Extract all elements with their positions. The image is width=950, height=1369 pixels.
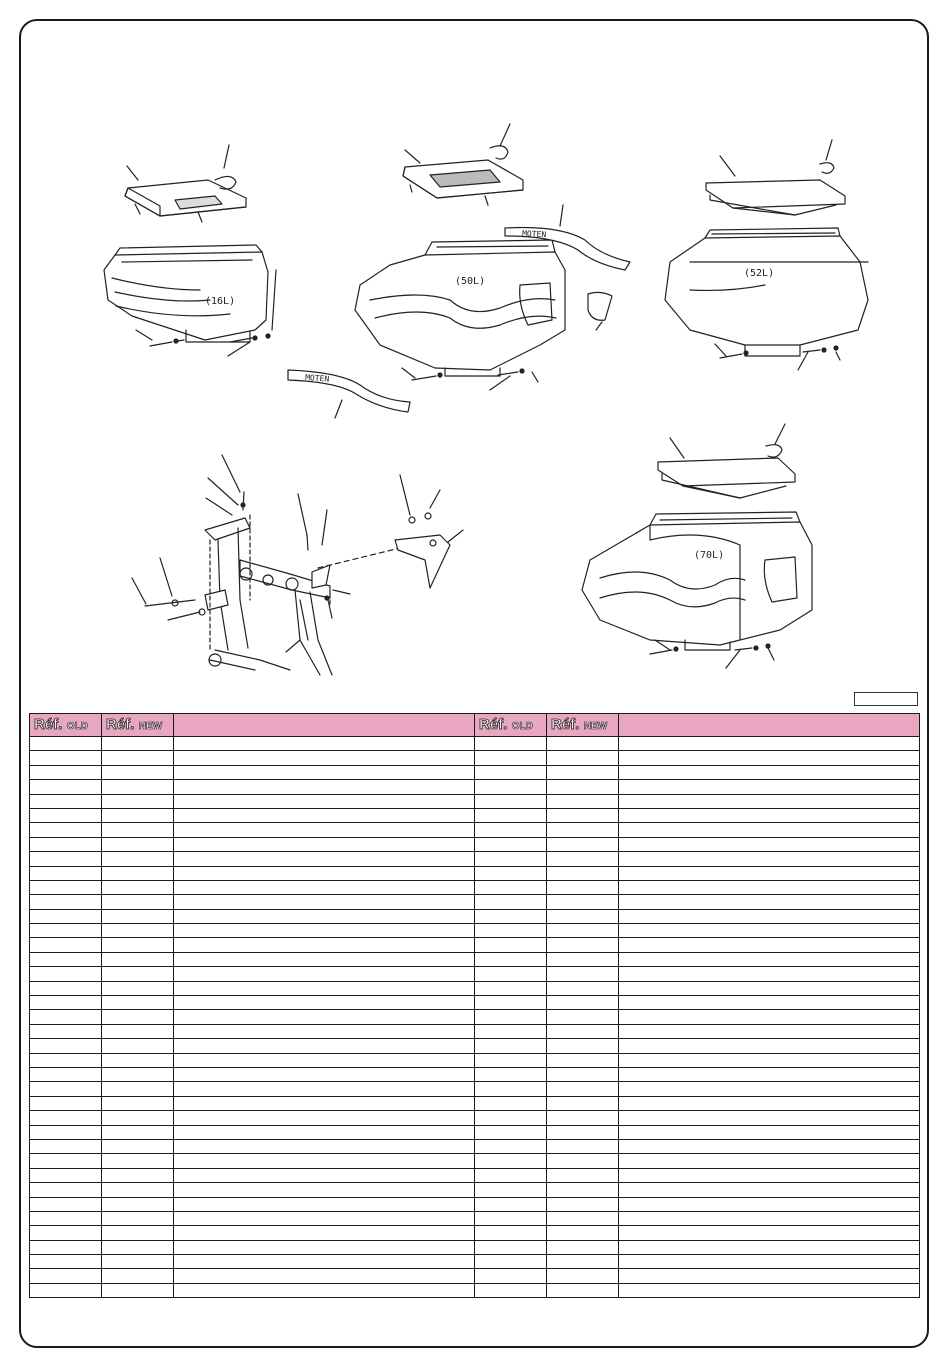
table-cell — [102, 1096, 174, 1110]
table-cell — [547, 1082, 619, 1096]
table-cell — [102, 909, 174, 923]
table-row — [30, 1226, 920, 1240]
table-cell — [174, 1183, 475, 1197]
table-cell — [174, 1010, 475, 1024]
table-cell — [30, 1024, 102, 1038]
table-cell — [174, 780, 475, 794]
table-cell — [547, 866, 619, 880]
table-cell — [102, 895, 174, 909]
table-cell — [547, 1039, 619, 1053]
hopper-70l-assembly — [582, 424, 812, 668]
table-cell — [102, 1067, 174, 1081]
capacity-label-70l: (70L) — [694, 550, 725, 561]
table-cell — [619, 780, 920, 794]
table-cell — [547, 1024, 619, 1038]
table-cell — [30, 852, 102, 866]
table-cell — [102, 1010, 174, 1024]
table-cell — [174, 1211, 475, 1225]
table-cell — [619, 909, 920, 923]
hose-label-left: MOTEN — [304, 373, 330, 384]
table-cell — [30, 1197, 102, 1211]
table-cell — [619, 837, 920, 851]
table-cell — [475, 1211, 547, 1225]
table-cell — [102, 765, 174, 779]
table-cell — [30, 909, 102, 923]
table-cell — [30, 981, 102, 995]
table-cell — [102, 866, 174, 880]
table-row — [30, 967, 920, 981]
table-cell — [475, 924, 547, 938]
table-cell — [30, 794, 102, 808]
table-row — [30, 1039, 920, 1053]
table-cell — [174, 952, 475, 966]
table-cell — [174, 1139, 475, 1153]
table-cell — [102, 952, 174, 966]
table-cell — [619, 880, 920, 894]
table-row — [30, 1283, 920, 1297]
table-row — [30, 1255, 920, 1269]
table-cell — [30, 1240, 102, 1254]
table-cell — [102, 967, 174, 981]
table-cell — [475, 1283, 547, 1297]
table-cell — [475, 1039, 547, 1053]
table-cell — [547, 1183, 619, 1197]
table-cell — [619, 1154, 920, 1168]
table-cell — [30, 751, 102, 765]
table-cell — [547, 751, 619, 765]
table-row — [30, 837, 920, 851]
table-cell — [30, 1183, 102, 1197]
table-cell — [102, 751, 174, 765]
table-cell — [619, 938, 920, 952]
table-cell — [174, 924, 475, 938]
table-cell — [30, 1053, 102, 1067]
table-cell — [475, 967, 547, 981]
table-cell — [619, 751, 920, 765]
table-cell — [475, 751, 547, 765]
table-cell — [174, 1154, 475, 1168]
table-cell — [30, 880, 102, 894]
table-cell — [475, 1067, 547, 1081]
table-cell — [619, 1255, 920, 1269]
table-row — [30, 1154, 920, 1168]
table-cell — [102, 823, 174, 837]
table-cell — [547, 924, 619, 938]
table-cell — [619, 1226, 920, 1240]
table-cell — [547, 765, 619, 779]
table-cell — [102, 1211, 174, 1225]
table-cell — [475, 765, 547, 779]
table-cell — [30, 1283, 102, 1297]
table-cell — [475, 1255, 547, 1269]
table-cell — [174, 1197, 475, 1211]
table-cell — [619, 794, 920, 808]
table-cell — [475, 808, 547, 822]
table-cell — [102, 1039, 174, 1053]
table-cell — [30, 1082, 102, 1096]
table-cell — [174, 737, 475, 751]
table-row — [30, 1269, 920, 1283]
parts-table-body — [30, 737, 920, 1298]
table-row — [30, 1139, 920, 1153]
table-cell — [475, 737, 547, 751]
table-cell — [102, 938, 174, 952]
table-cell — [475, 1111, 547, 1125]
table-cell — [475, 794, 547, 808]
table-cell — [174, 1226, 475, 1240]
table-cell — [619, 852, 920, 866]
table-cell — [547, 981, 619, 995]
table-cell — [102, 808, 174, 822]
table-row — [30, 751, 920, 765]
table-row — [30, 737, 920, 751]
table-cell — [475, 1197, 547, 1211]
table-cell — [619, 1283, 920, 1297]
table-cell — [619, 1211, 920, 1225]
table-cell — [547, 1125, 619, 1139]
table-cell — [619, 895, 920, 909]
table-cell — [174, 852, 475, 866]
table-cell — [30, 823, 102, 837]
table-cell — [547, 1255, 619, 1269]
table-row — [30, 1183, 920, 1197]
table-cell — [547, 1139, 619, 1153]
table-cell — [174, 1125, 475, 1139]
table-cell — [30, 1154, 102, 1168]
table-cell — [30, 808, 102, 822]
table-row — [30, 852, 920, 866]
table-cell — [102, 981, 174, 995]
table-cell — [102, 1111, 174, 1125]
table-cell — [475, 1139, 547, 1153]
table-cell — [30, 765, 102, 779]
table-cell — [30, 1226, 102, 1240]
table-cell — [30, 1139, 102, 1153]
table-cell — [547, 737, 619, 751]
table-cell — [102, 837, 174, 851]
table-cell — [547, 895, 619, 909]
table-cell — [102, 1024, 174, 1038]
table-cell — [174, 1024, 475, 1038]
table-cell — [619, 1168, 920, 1182]
table-cell — [619, 1053, 920, 1067]
table-cell — [102, 1283, 174, 1297]
table-cell — [619, 952, 920, 966]
table-cell — [174, 837, 475, 851]
table-cell — [547, 1010, 619, 1024]
table-cell — [619, 1125, 920, 1139]
table-cell — [619, 823, 920, 837]
table-row — [30, 780, 920, 794]
table-cell — [619, 1183, 920, 1197]
table-cell — [30, 866, 102, 880]
table-cell — [174, 765, 475, 779]
table-cell — [547, 1211, 619, 1225]
table-cell — [547, 837, 619, 851]
table-cell — [475, 996, 547, 1010]
table-row — [30, 808, 920, 822]
table-cell — [102, 1082, 174, 1096]
table-cell — [475, 866, 547, 880]
table-cell — [30, 1269, 102, 1283]
table-cell — [102, 1183, 174, 1197]
header-description-right — [619, 714, 920, 737]
table-row — [30, 895, 920, 909]
table-row — [30, 938, 920, 952]
capacity-label-50l: (50L) — [455, 276, 486, 287]
hopper-52l-assembly — [665, 140, 868, 370]
table-cell — [475, 1053, 547, 1067]
table-cell — [475, 1154, 547, 1168]
table-cell — [30, 967, 102, 981]
table-row — [30, 1197, 920, 1211]
table-row — [30, 1211, 920, 1225]
table-cell — [30, 996, 102, 1010]
table-cell — [174, 938, 475, 952]
table-cell — [174, 1283, 475, 1297]
capacity-label-16l: (16L) — [205, 296, 236, 307]
table-cell — [30, 938, 102, 952]
table-cell — [102, 780, 174, 794]
table-cell — [475, 1024, 547, 1038]
table-cell — [547, 1067, 619, 1081]
table-cell — [102, 1197, 174, 1211]
table-cell — [547, 1154, 619, 1168]
table-cell — [102, 996, 174, 1010]
table-row — [30, 1096, 920, 1110]
table-cell — [30, 1111, 102, 1125]
parts-table — [29, 713, 920, 1298]
table-row — [30, 880, 920, 894]
table-row — [30, 909, 920, 923]
table-cell — [475, 852, 547, 866]
table-cell — [30, 952, 102, 966]
table-cell — [174, 1096, 475, 1110]
table-cell — [174, 808, 475, 822]
header-ref-old-left: Réf. OLD — [30, 714, 102, 737]
table-cell — [547, 1240, 619, 1254]
table-cell — [475, 895, 547, 909]
header-ref-old-right: Réf. OLD — [475, 714, 547, 737]
parts-table-header — [30, 714, 920, 737]
frame-bracket-assembly — [132, 455, 463, 675]
table-cell — [174, 895, 475, 909]
table-cell — [475, 1010, 547, 1024]
table-cell — [475, 1183, 547, 1197]
table-cell — [475, 780, 547, 794]
table-cell — [475, 837, 547, 851]
table-cell — [30, 1039, 102, 1053]
table-cell — [174, 794, 475, 808]
table-cell — [619, 996, 920, 1010]
table-cell — [174, 1082, 475, 1096]
table-row — [30, 1240, 920, 1254]
table-cell — [30, 1125, 102, 1139]
table-cell — [619, 1240, 920, 1254]
table-cell — [102, 880, 174, 894]
table-cell — [547, 1111, 619, 1125]
table-cell — [102, 737, 174, 751]
table-cell — [619, 1010, 920, 1024]
table-row — [30, 765, 920, 779]
table-cell — [174, 1255, 475, 1269]
table-cell — [475, 1125, 547, 1139]
table-cell — [30, 924, 102, 938]
table-cell — [174, 880, 475, 894]
table-cell — [102, 1255, 174, 1269]
table-cell — [174, 751, 475, 765]
table-cell — [102, 852, 174, 866]
table-row — [30, 866, 920, 880]
table-cell — [30, 1067, 102, 1081]
table-cell — [547, 967, 619, 981]
table-cell — [475, 1082, 547, 1096]
table-cell — [102, 924, 174, 938]
table-cell — [619, 1082, 920, 1096]
table-cell — [475, 1226, 547, 1240]
table-cell — [30, 1096, 102, 1110]
table-cell — [547, 794, 619, 808]
table-row — [30, 1082, 920, 1096]
table-cell — [619, 808, 920, 822]
reference-box — [854, 692, 918, 706]
table-cell — [547, 1269, 619, 1283]
table-cell — [174, 1053, 475, 1067]
table-row — [30, 924, 920, 938]
table-row — [30, 1024, 920, 1038]
table-row — [30, 996, 920, 1010]
table-cell — [547, 1096, 619, 1110]
table-cell — [619, 1096, 920, 1110]
table-cell — [547, 938, 619, 952]
header-ref-new-left: Réf. NEW — [102, 714, 174, 737]
table-cell — [547, 808, 619, 822]
table-cell — [174, 1111, 475, 1125]
table-cell — [102, 1154, 174, 1168]
table-cell — [547, 996, 619, 1010]
capacity-label-52l: (52L) — [744, 268, 775, 279]
table-cell — [174, 1168, 475, 1182]
header-description-left — [174, 714, 475, 737]
hopper-50l-assembly — [355, 124, 630, 390]
table-cell — [475, 909, 547, 923]
table-cell — [174, 1039, 475, 1053]
table-cell — [174, 981, 475, 995]
table-cell — [619, 1024, 920, 1038]
table-cell — [475, 1096, 547, 1110]
table-cell — [30, 1010, 102, 1024]
table-cell — [547, 880, 619, 894]
table-cell — [619, 1197, 920, 1211]
table-cell — [547, 1283, 619, 1297]
header-ref-new-right: Réf. NEW — [547, 714, 619, 737]
table-cell — [102, 1240, 174, 1254]
table-row — [30, 1111, 920, 1125]
table-cell — [547, 1226, 619, 1240]
table-cell — [174, 996, 475, 1010]
hose-label-top: MOTEN — [521, 229, 547, 240]
table-cell — [547, 952, 619, 966]
table-row — [30, 1168, 920, 1182]
table-cell — [547, 1197, 619, 1211]
table-row — [30, 1125, 920, 1139]
table-cell — [475, 1269, 547, 1283]
table-cell — [174, 909, 475, 923]
table-cell — [619, 1067, 920, 1081]
table-cell — [30, 737, 102, 751]
table-cell — [475, 1240, 547, 1254]
table-cell — [102, 1139, 174, 1153]
table-cell — [102, 794, 174, 808]
table-cell — [102, 1125, 174, 1139]
table-cell — [619, 924, 920, 938]
table-cell — [547, 780, 619, 794]
table-cell — [547, 909, 619, 923]
hopper-16l-assembly — [104, 145, 276, 356]
table-cell — [30, 1168, 102, 1182]
table-row — [30, 1067, 920, 1081]
table-cell — [102, 1226, 174, 1240]
table-cell — [475, 880, 547, 894]
table-cell — [619, 765, 920, 779]
table-cell — [547, 852, 619, 866]
table-cell — [174, 1269, 475, 1283]
table-cell — [619, 866, 920, 880]
table-cell — [547, 823, 619, 837]
table-cell — [619, 1111, 920, 1125]
table-cell — [30, 895, 102, 909]
table-cell — [475, 952, 547, 966]
table-cell — [619, 1139, 920, 1153]
table-cell — [30, 1211, 102, 1225]
table-cell — [619, 737, 920, 751]
table-row — [30, 823, 920, 837]
table-cell — [547, 1168, 619, 1182]
table-cell — [102, 1269, 174, 1283]
table-cell — [475, 938, 547, 952]
table-row — [30, 794, 920, 808]
table-cell — [102, 1053, 174, 1067]
table-cell — [174, 1240, 475, 1254]
table-row — [30, 1010, 920, 1024]
table-cell — [619, 1039, 920, 1053]
table-cell — [475, 823, 547, 837]
table-cell — [174, 1067, 475, 1081]
table-cell — [475, 981, 547, 995]
table-cell — [619, 1269, 920, 1283]
table-cell — [547, 1053, 619, 1067]
table-cell — [102, 1168, 174, 1182]
table-cell — [619, 981, 920, 995]
table-cell — [619, 967, 920, 981]
table-cell — [475, 1168, 547, 1182]
table-row — [30, 1053, 920, 1067]
table-row — [30, 981, 920, 995]
table-cell — [174, 967, 475, 981]
table-cell — [30, 837, 102, 851]
table-cell — [174, 866, 475, 880]
table-cell — [30, 1255, 102, 1269]
table-cell — [30, 780, 102, 794]
table-row — [30, 952, 920, 966]
table-cell — [174, 823, 475, 837]
